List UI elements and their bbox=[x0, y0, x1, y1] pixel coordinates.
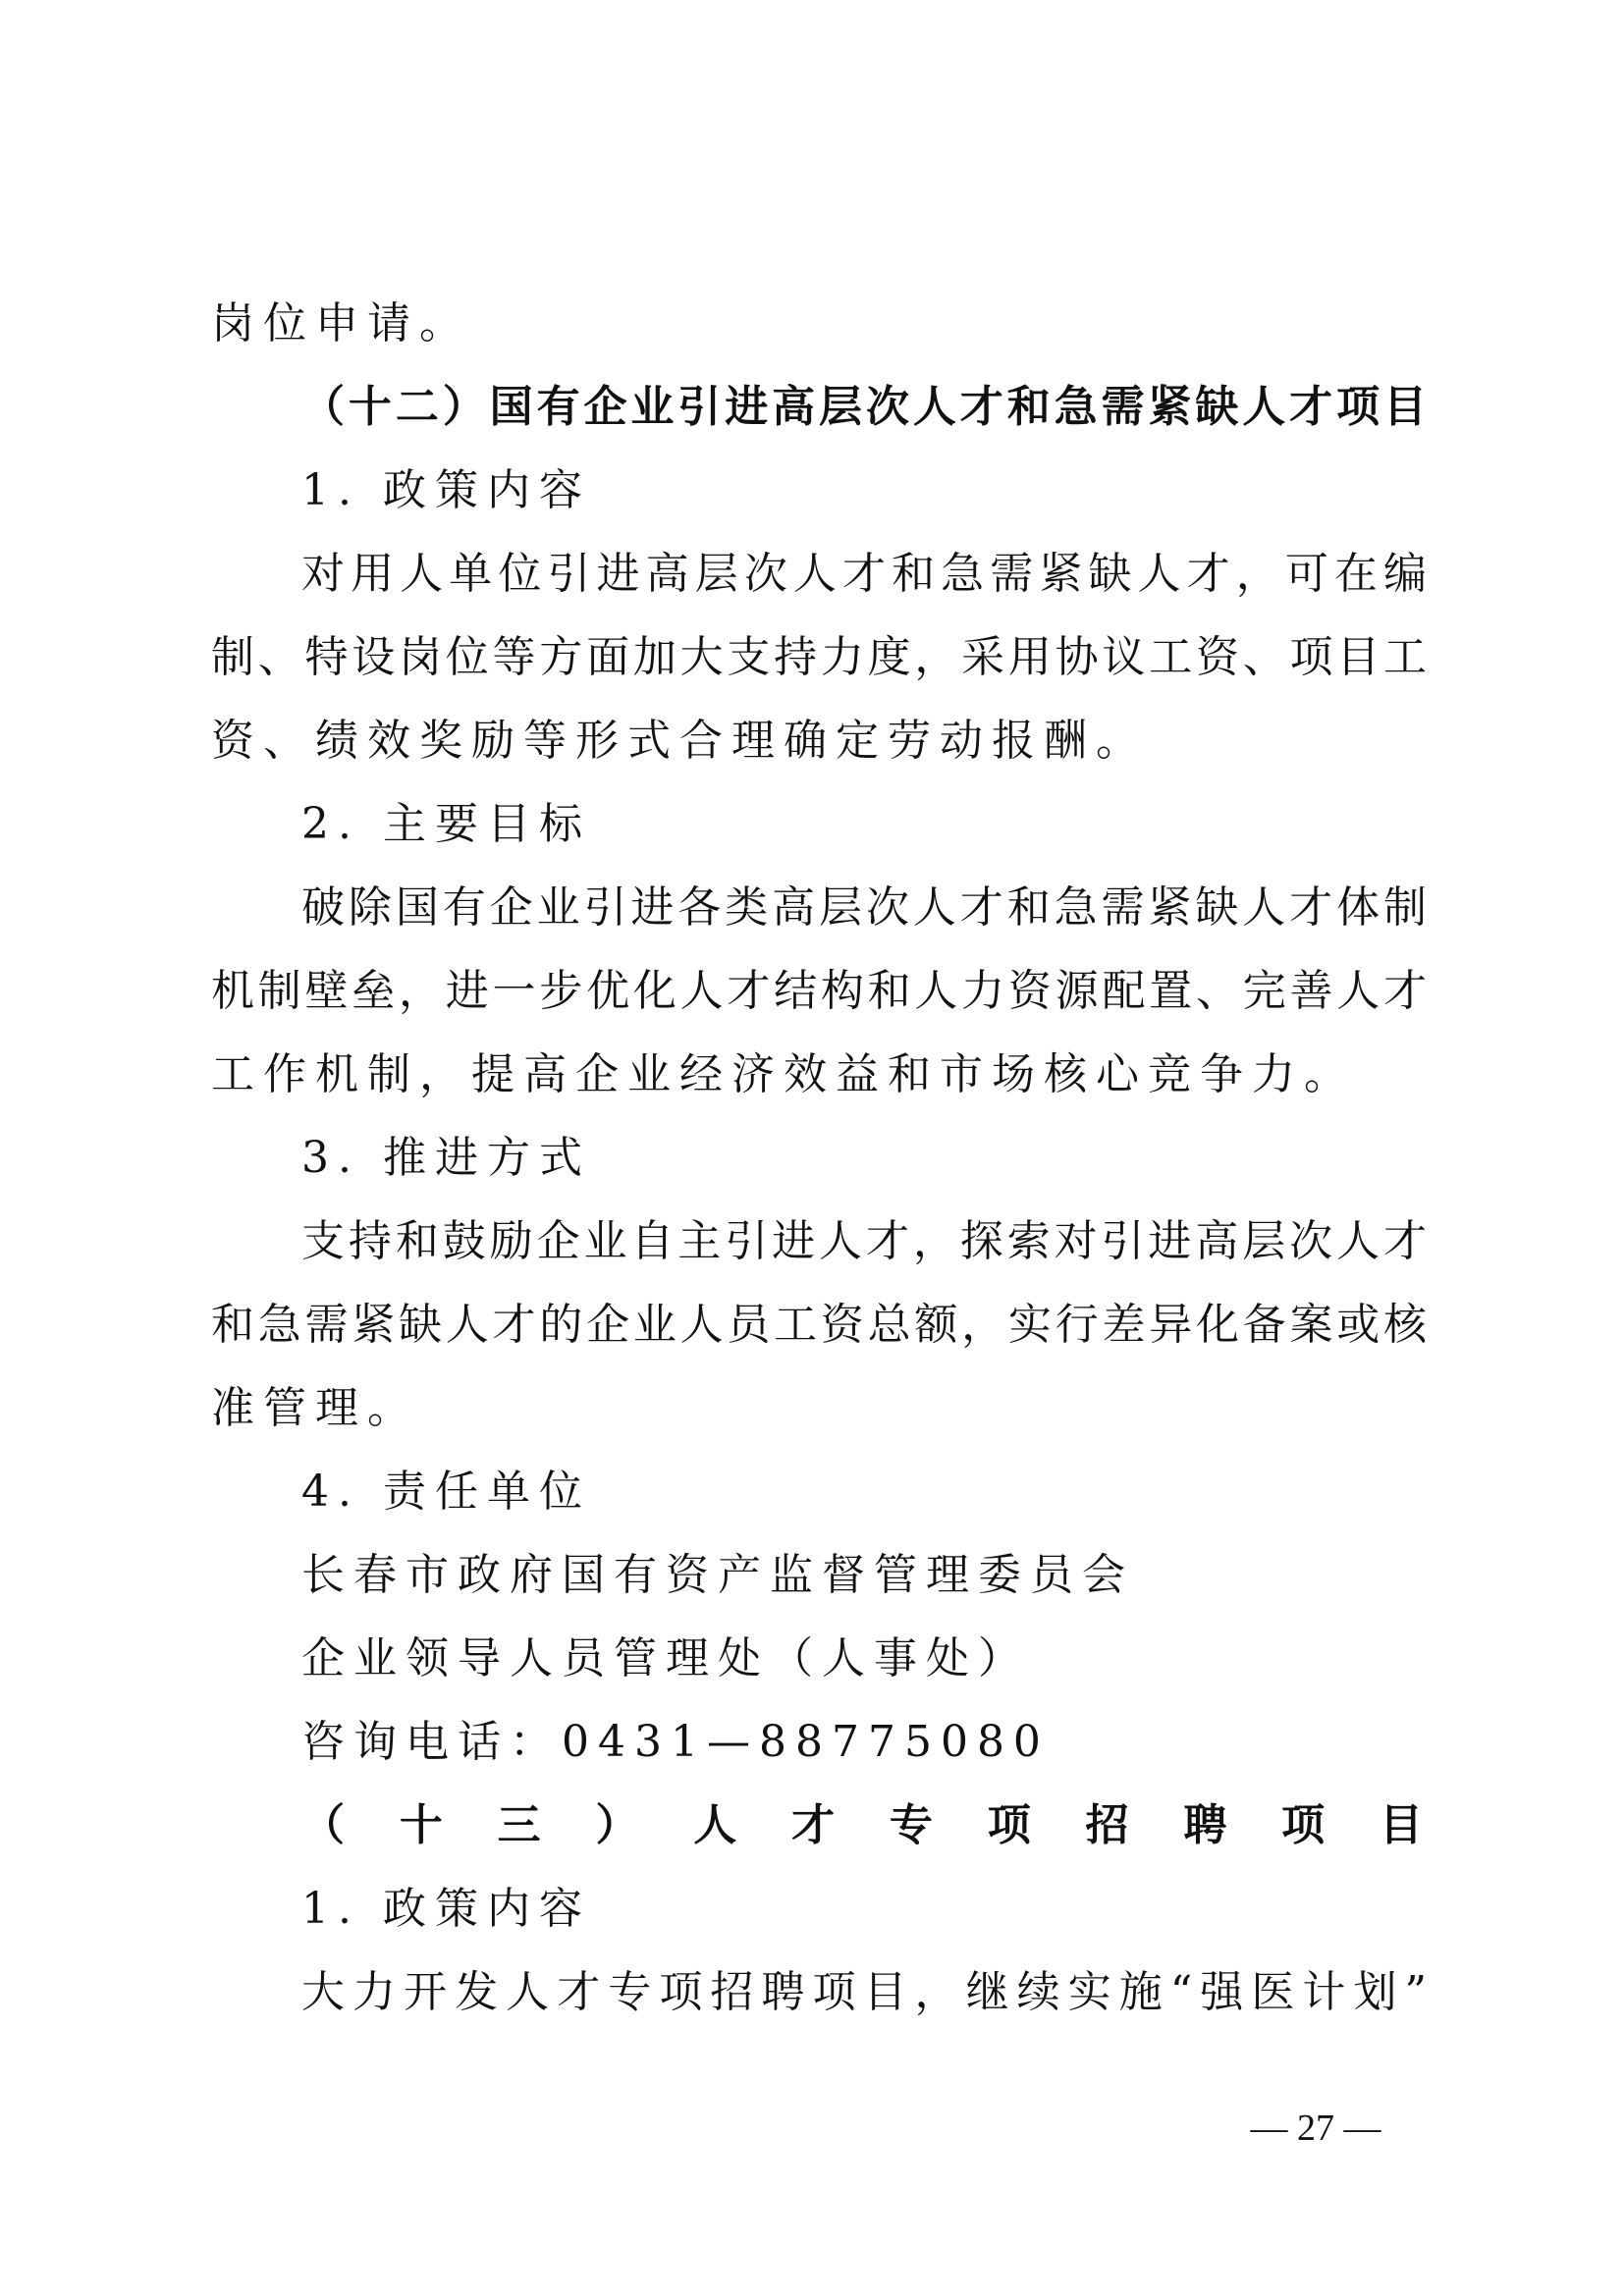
body-text-line: 支持和鼓励企业自主引进人才，探索对引进高层次人才 bbox=[301, 1216, 1429, 1266]
body-text-line: 岗位申请。 bbox=[211, 298, 471, 348]
contact-phone: 咨询电话：0431—88775080 bbox=[301, 1717, 1050, 1767]
subheading-main-goals: 2. 主要目标 bbox=[301, 799, 591, 849]
subheading-policy-content: 1. 政策内容 bbox=[301, 1884, 591, 1934]
body-text-line: 机制壁垒，进一步优化人才结构和人力资源配置、完善人才 bbox=[211, 966, 1429, 1016]
subheading-policy-content: 1. 政策内容 bbox=[301, 465, 591, 515]
responsible-department: 企业领导人员管理处（人事处） bbox=[301, 1633, 1030, 1683]
body-text-line: 资、绩效奖励等形式合理确定劳动报酬。 bbox=[211, 716, 1148, 766]
body-text-line: 准管理。 bbox=[211, 1383, 419, 1433]
body-text-line: 和急需紧缺人才的企业人员工资总额，实行差异化备案或核 bbox=[211, 1300, 1429, 1350]
body-text-line: 对用人单位引进高层次人才和急需紧缺人才，可在编 bbox=[301, 549, 1429, 599]
body-text-line: 大力开发人才专项招聘项目，继续实施“强医计划” bbox=[301, 1967, 1429, 2017]
body-text-line: 工作机制，提高企业经济效益和市场核心竞争力。 bbox=[211, 1049, 1356, 1099]
section-heading-12: （十二）国有企业引进高层次人才和急需紧缺人才项目 bbox=[301, 382, 1429, 432]
subheading-approach: 3. 推进方式 bbox=[301, 1133, 591, 1183]
body-text-line: 制、特设岗位等方面加大支持力度，采用协议工资、项目工 bbox=[211, 632, 1429, 682]
responsible-unit-name: 长春市政府国有资产监督管理委员会 bbox=[301, 1550, 1134, 1600]
page-number: — 27 — bbox=[1250, 2108, 1381, 2149]
subheading-responsible-unit: 4. 责任单位 bbox=[301, 1467, 591, 1517]
body-text-line: 破除国有企业引进各类高层次人才和急需紧缺人才体制 bbox=[301, 882, 1429, 933]
section-heading-13: （十三）人才专项招聘项目 bbox=[301, 1800, 1429, 1850]
